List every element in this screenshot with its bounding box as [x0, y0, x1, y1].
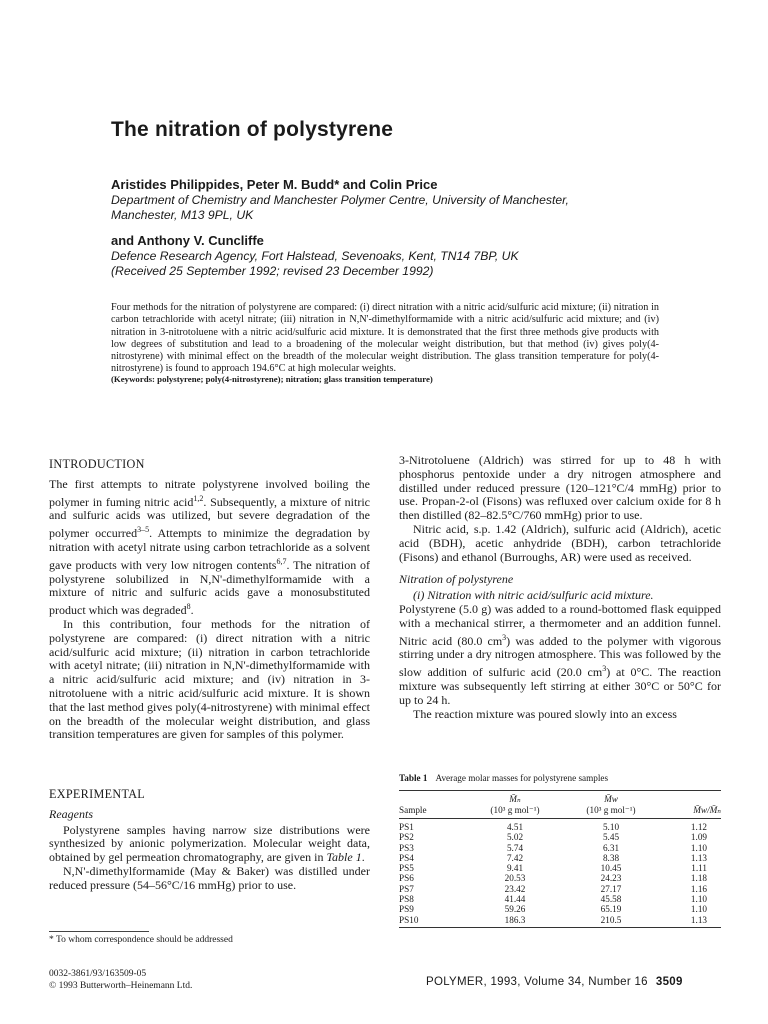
- right-column-text: [399, 454, 721, 721]
- cell-mw: 5.10: [602, 822, 620, 832]
- journal-citation: POLYMER, 1993, Volume 34, Number 16: [426, 976, 648, 988]
- cell-sample: PS5: [399, 863, 414, 874]
- header-ratio: M̄w/M̄ₙ: [661, 805, 721, 819]
- cell-mn: 4.51: [506, 822, 524, 832]
- cell-sample: PS7: [399, 883, 414, 894]
- affiliation-line: Defence Research Agency, Fort Halstead, Sevenoaks, Kent, TN14 7BP, UK: [111, 249, 519, 263]
- header-mw: M̄w: [561, 791, 661, 805]
- table-caption: Table 1 Average molar masses for polystyrene samples: [399, 773, 609, 783]
- cell-sample: PS2: [399, 832, 414, 843]
- cell-mn: 59.26: [504, 904, 526, 915]
- authors-primary: Aristides Philippides, Peter M. Budd* and Colin Price: [111, 177, 438, 192]
- section-heading-experimental: EXPERIMENTAL: [49, 787, 146, 801]
- cell-mw: 8.38: [602, 852, 620, 863]
- cell-mw: 65.19: [600, 904, 622, 915]
- intro-paragraph-1: The first attempts to nitrate polystyrene involved boiling the polymer in fuming nitric acid$^{1,2}$. Subsequently, a mixture of nitric and sulfuric acids was utilized, but severe degradation of the polymer occurred$^{3-5}$. Attempts to minimize the degradation by nitration with acetyl nitrate using carbon tetrachloride as a solvent gave products with very low nitrogen contents$^{6,7}$. The nitration of polystyrene solubilized in N,N'-dimethylformamide with a mixture of nitric and sulfuric acids gave a monosubstituted product which was degraded$^8$.: [49, 476, 371, 618]
- method-i-paragraph: Polystyrene (5.0 g) was added to a round-bottomed flask equipped with a mechanical stirrer, a thermometer and an addition funnel. Nitric acid (80.0 $cm^3$) was added to the polymer with vigorous stirring under a dry nitrogen atmosphere. This was followed by the slow addition of sulfuric acid (20.0 $cm^3$) at 0°C. The reaction mixture was subsequently left stirring at either 30°C or 50°C for up to 24 h.: [399, 601, 721, 707]
- cell-ratio: 1.13: [661, 915, 721, 928]
- cell-sample: PS4: [399, 852, 414, 863]
- cell-mw: 210.5: [561, 915, 661, 928]
- affiliation-manchester: [111, 193, 671, 223]
- table-row: [399, 853, 721, 863]
- cell-mn: 41.44: [504, 894, 526, 905]
- cell-mw: 5.45: [602, 832, 620, 843]
- affiliation-line: Department of Chemistry and Manchester Polymer Centre, University of Manchester,: [111, 193, 569, 207]
- cell-mn: 23.42: [504, 883, 526, 894]
- reagents-paragraph-3-nitrotoluene: 3-Nitrotoluene (Aldrich) was stirred for up to 48 h with phosphorus pentoxide under a dry nitrogen atmosphere and distilled under reduced pressure (120–121°C/4 mmHg) prior to use. Propan-2-ol (Fisons) was refluxed over calcium oxide for 8 h then distilled (82–82.5°C/760 mmHg) prior to use.: [399, 453, 721, 523]
- subheading-method-i: (i) Nitration with nitric acid/sulfuric acid mixture.: [413, 588, 654, 603]
- cell-sample: PS3: [399, 842, 414, 853]
- received-dates: (Received 25 September 1992; revised 23 December 1992): [111, 264, 434, 278]
- cell-ratio: 1.10: [690, 904, 707, 915]
- footnote-rule: [49, 931, 149, 932]
- intro-paragraph-2: In this contribution, four methods for the nitration of polystyrene are compared: (i) direct nitration with a nitric acid/sulfuric acid mixture; (ii) nitration in carbon tetrachloride with acetyl nitrate; (iii) nitration in N,N'-dimethylformamide with a nitric acid/sulfuric acid mixture; and (iv) nitration in 3-nitrotoluene with a nitric acid/sulfuric acid mixture. It is shown that the last method gives poly(4-nitrostyrene) with minimal effect on the breadth of the molecular weight distribution, and glass transition temperatures are given for samples of this polymer.: [49, 616, 370, 742]
- page-number: 3509: [655, 976, 683, 988]
- experimental-paragraph-2: N,N'-dimethylformamide (May & Baker) was distilled under reduced pressure (54–56°C/16 mmHg) prior to use.: [49, 863, 370, 892]
- introduction-section: [49, 458, 370, 742]
- cell-ratio: 1.13: [690, 852, 707, 863]
- affiliation-dra: [111, 249, 671, 279]
- table-row: [399, 915, 721, 928]
- header-mn: M̄ₙ: [469, 791, 561, 805]
- footer-identifiers: [49, 968, 192, 992]
- table-row: [399, 832, 721, 842]
- cell-mn: 9.41: [506, 863, 524, 874]
- affiliation-line: Manchester, M13 9PL, UK: [111, 208, 254, 222]
- article-title: The nitration of polystyrene: [111, 118, 394, 141]
- cell-sample: PS10: [399, 915, 469, 928]
- cell-mn: 7.42: [506, 852, 524, 863]
- method-i-paragraph-2: The reaction mixture was poured slowly into an excess: [413, 706, 677, 721]
- table-grid: [399, 790, 721, 928]
- cell-ratio: 1.16: [690, 883, 707, 894]
- cell-mn: 5.02: [506, 832, 524, 843]
- table-row: [399, 843, 721, 853]
- keywords: (Keywords: polystyrene; poly(4-nitrostyrene); nitration; glass transition temperature): [111, 374, 433, 384]
- cell-ratio: 1.10: [690, 894, 707, 905]
- cell-ratio: 1.12: [690, 822, 707, 832]
- cell-mn: 20.53: [504, 873, 526, 884]
- cell-mw: 6.31: [602, 842, 620, 853]
- table-row: [399, 873, 721, 883]
- table-row: [399, 884, 721, 894]
- table-molar-masses: [399, 773, 721, 928]
- cell-mw: 24.23: [600, 873, 622, 884]
- header-sample: Sample: [399, 805, 469, 819]
- journal-footer: [426, 976, 683, 988]
- experimental-section: [49, 788, 370, 893]
- abstract: Four methods for the nitration of polystyrene are compared: (i) direct nitration with a nitric acid/sulfuric acid mixture; (ii) nitration in carbon tetrachloride with acetyl nitrate; (iii) nitration in N,N'-dimethylformamide with a nitric acid/sulfuric acid mixture; and (iv) nitration in 3-nitrotoluene with a nitric acid/sulfuric acid mixture. It is demonstrated that the first three methods give products with low degrees of substitution and lead to a broadening of the molecular weight distribution, but that method (iv) gives poly(4-nitrostyrene) with minimal effect on the breadth of the molecular weight distribution. The glass transition temperature for poly(4-nitrostyrene) is found to approach 194.6°C at high molecular weights.: [111, 302, 659, 375]
- cell-mw: 10.45: [600, 863, 622, 874]
- cell-mw: 27.17: [600, 883, 622, 894]
- copyright-notice: © 1993 Butterworth–Heinemann Ltd.: [49, 981, 193, 991]
- authors-secondary: and Anthony V. Cuncliffe: [111, 233, 264, 248]
- header-mn-units: (10³ g mol⁻¹): [469, 805, 561, 819]
- table-row: [399, 904, 721, 914]
- cell-sample: PS6: [399, 873, 414, 884]
- subheading-reagents: Reagents: [49, 806, 93, 821]
- cell-mw: 45.58: [600, 894, 622, 905]
- cell-ratio: 1.10: [690, 842, 707, 853]
- subheading-nitration: Nitration of polystyrene: [399, 572, 514, 587]
- cell-ratio: 1.18: [690, 873, 707, 884]
- cell-ratio: 1.11: [691, 863, 707, 874]
- table-reference-link: Table 1: [326, 850, 362, 865]
- cell-sample: PS8: [399, 894, 414, 905]
- cell-sample: PS9: [399, 904, 414, 915]
- cell-ratio: 1.09: [690, 832, 707, 843]
- table-row: [399, 819, 721, 833]
- table-row: [399, 863, 721, 873]
- cell-sample: PS1: [399, 822, 414, 832]
- section-heading-introduction: INTRODUCTION: [49, 457, 145, 471]
- table-row: [399, 894, 721, 904]
- experimental-paragraph-1: Polystyrene samples having narrow size distributions were synthesized by anionic polymerization. Molecular weight data, obtained by gel permeation chromatography, are given in Table 1.: [49, 822, 370, 865]
- issn-code: 0032-3861/93/163509-05: [49, 969, 147, 979]
- header-mw-units: (10³ g mol⁻¹): [561, 805, 661, 819]
- reagents-paragraph-acids: Nitric acid, s.p. 1.42 (Aldrich), sulfuric acid (Aldrich), acetic acid (BDH), acetic anhydride (BDH), carbon tetrachloride (Fisons) and ethanol (Burroughs, AR) were used as received.: [399, 521, 721, 564]
- cell-mn: 186.3: [469, 915, 561, 928]
- footnote: * To whom correspondence should be addressed: [49, 935, 233, 945]
- cell-mn: 5.74: [506, 842, 524, 853]
